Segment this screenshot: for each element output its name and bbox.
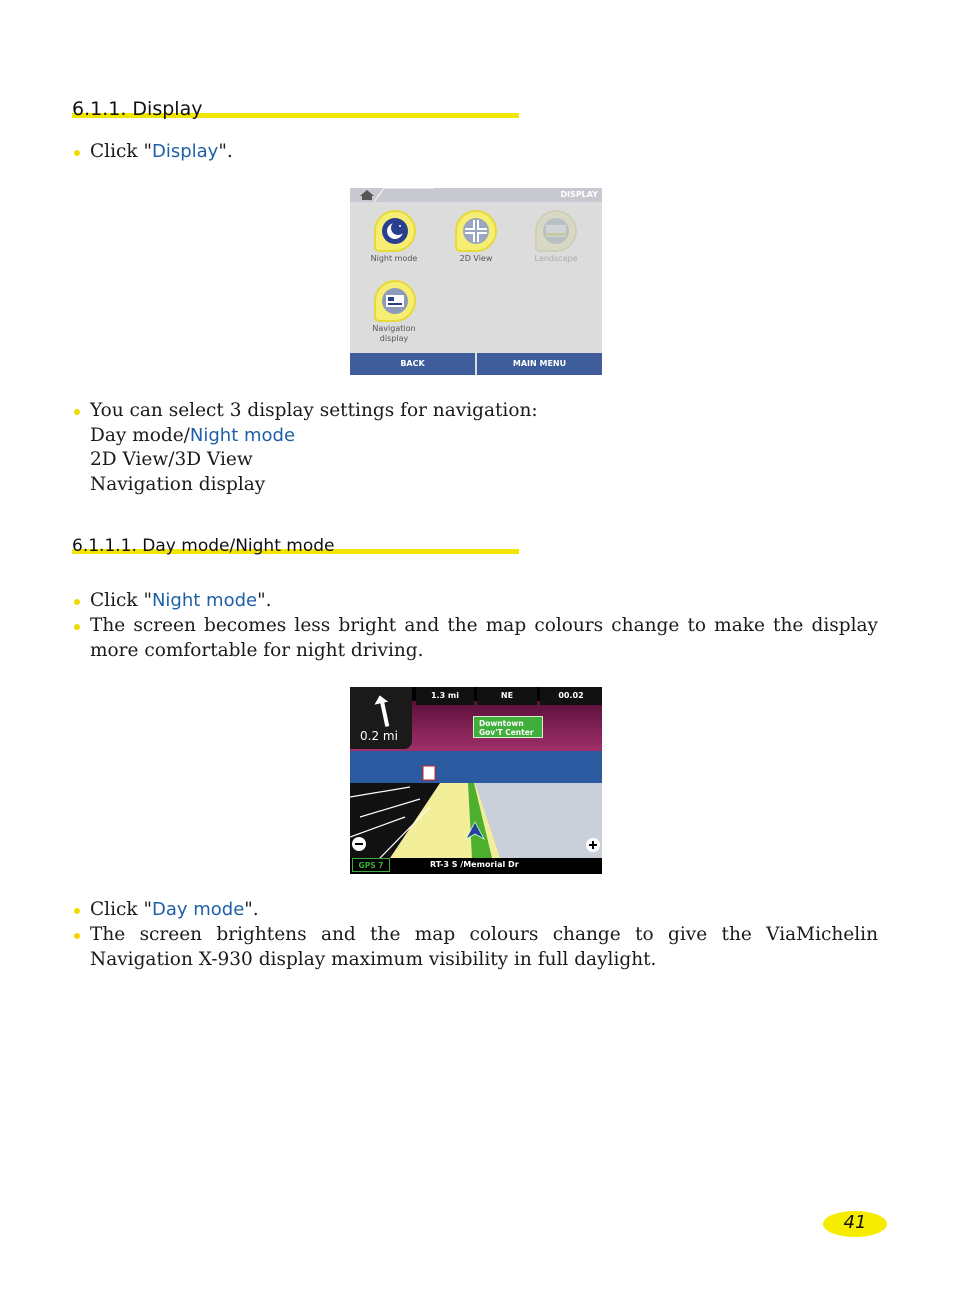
current-road: RT-3 S /Memorial Dr — [430, 860, 519, 869]
click-display-instruction: Click "Display". — [90, 141, 233, 162]
night-mode-keyword: Night mode — [189, 424, 296, 446]
night-mode-keyword: Night mode — [151, 590, 258, 611]
night-mode-screenshot — [350, 687, 602, 874]
click-night-mode-instruction: Click "Night mode". — [90, 590, 272, 611]
gps-status: GPS 7 — [352, 858, 390, 872]
bullet-icon — [74, 599, 80, 605]
turn-distance: 0.2 mi — [360, 729, 398, 743]
click-day-mode-instruction: Click "Day mode". — [90, 899, 259, 920]
bullet-icon — [74, 150, 80, 156]
bullet-icon — [74, 624, 80, 630]
turn-instruction-panel — [350, 687, 412, 749]
menu-title-bar — [350, 188, 602, 202]
moon-icon — [382, 218, 408, 244]
crossroad-icon — [463, 218, 489, 244]
road-sign: Downtown Gov'T Center — [473, 716, 543, 738]
back-button[interactable]: BACK — [350, 353, 475, 375]
bullet-icon — [74, 409, 80, 415]
home-icon — [360, 190, 374, 200]
night-mode-label: Night mode — [370, 254, 418, 263]
compass-heading: NE — [477, 687, 537, 705]
landscape-icon — [543, 218, 569, 244]
night-mode-description: The screen becomes less bright and the map colours change to make the display more comfortable for night driving. — [90, 615, 878, 661]
2d-view-label: 2D View — [459, 254, 493, 263]
day-mode-keyword: Day mode — [151, 899, 245, 920]
navigation-display-label: Navigation display — [372, 324, 416, 343]
day-mode-description: The screen brightens and the map colours change to give the ViaMichelin Navigation X-930 display maximum visibility in full daylight. — [90, 924, 878, 970]
bullet-icon — [74, 933, 80, 939]
2d-view-button[interactable] — [455, 210, 497, 252]
display-menu-screenshot — [350, 188, 602, 375]
bullet-icon — [74, 908, 80, 914]
display-keyword: Display — [151, 141, 219, 162]
navigation-display-button[interactable] — [374, 280, 416, 322]
section-heading: 6.1.1. Display — [72, 98, 203, 120]
tab-shape-icon — [374, 188, 434, 202]
display-settings-list: You can select 3 display settings for navigation: Day mode/Night mode 2D View/3D View Navigation display — [90, 400, 538, 495]
main-menu-button[interactable]: MAIN MENU — [477, 353, 602, 375]
time-remaining: 00.02 — [540, 687, 602, 705]
night-mode-button[interactable] — [374, 210, 416, 252]
page-number: 41 — [823, 1211, 887, 1237]
menu-title: DISPLAY — [560, 190, 598, 199]
turn-left-arrow-icon — [366, 693, 396, 729]
distance-remaining: 1.3 mi — [416, 687, 474, 705]
landscape-label: Landscape — [534, 254, 578, 263]
landscape-button — [535, 210, 577, 252]
subsection-heading: 6.1.1.1. Day mode/Night mode — [72, 536, 335, 556]
navigation-display-icon — [382, 288, 408, 314]
